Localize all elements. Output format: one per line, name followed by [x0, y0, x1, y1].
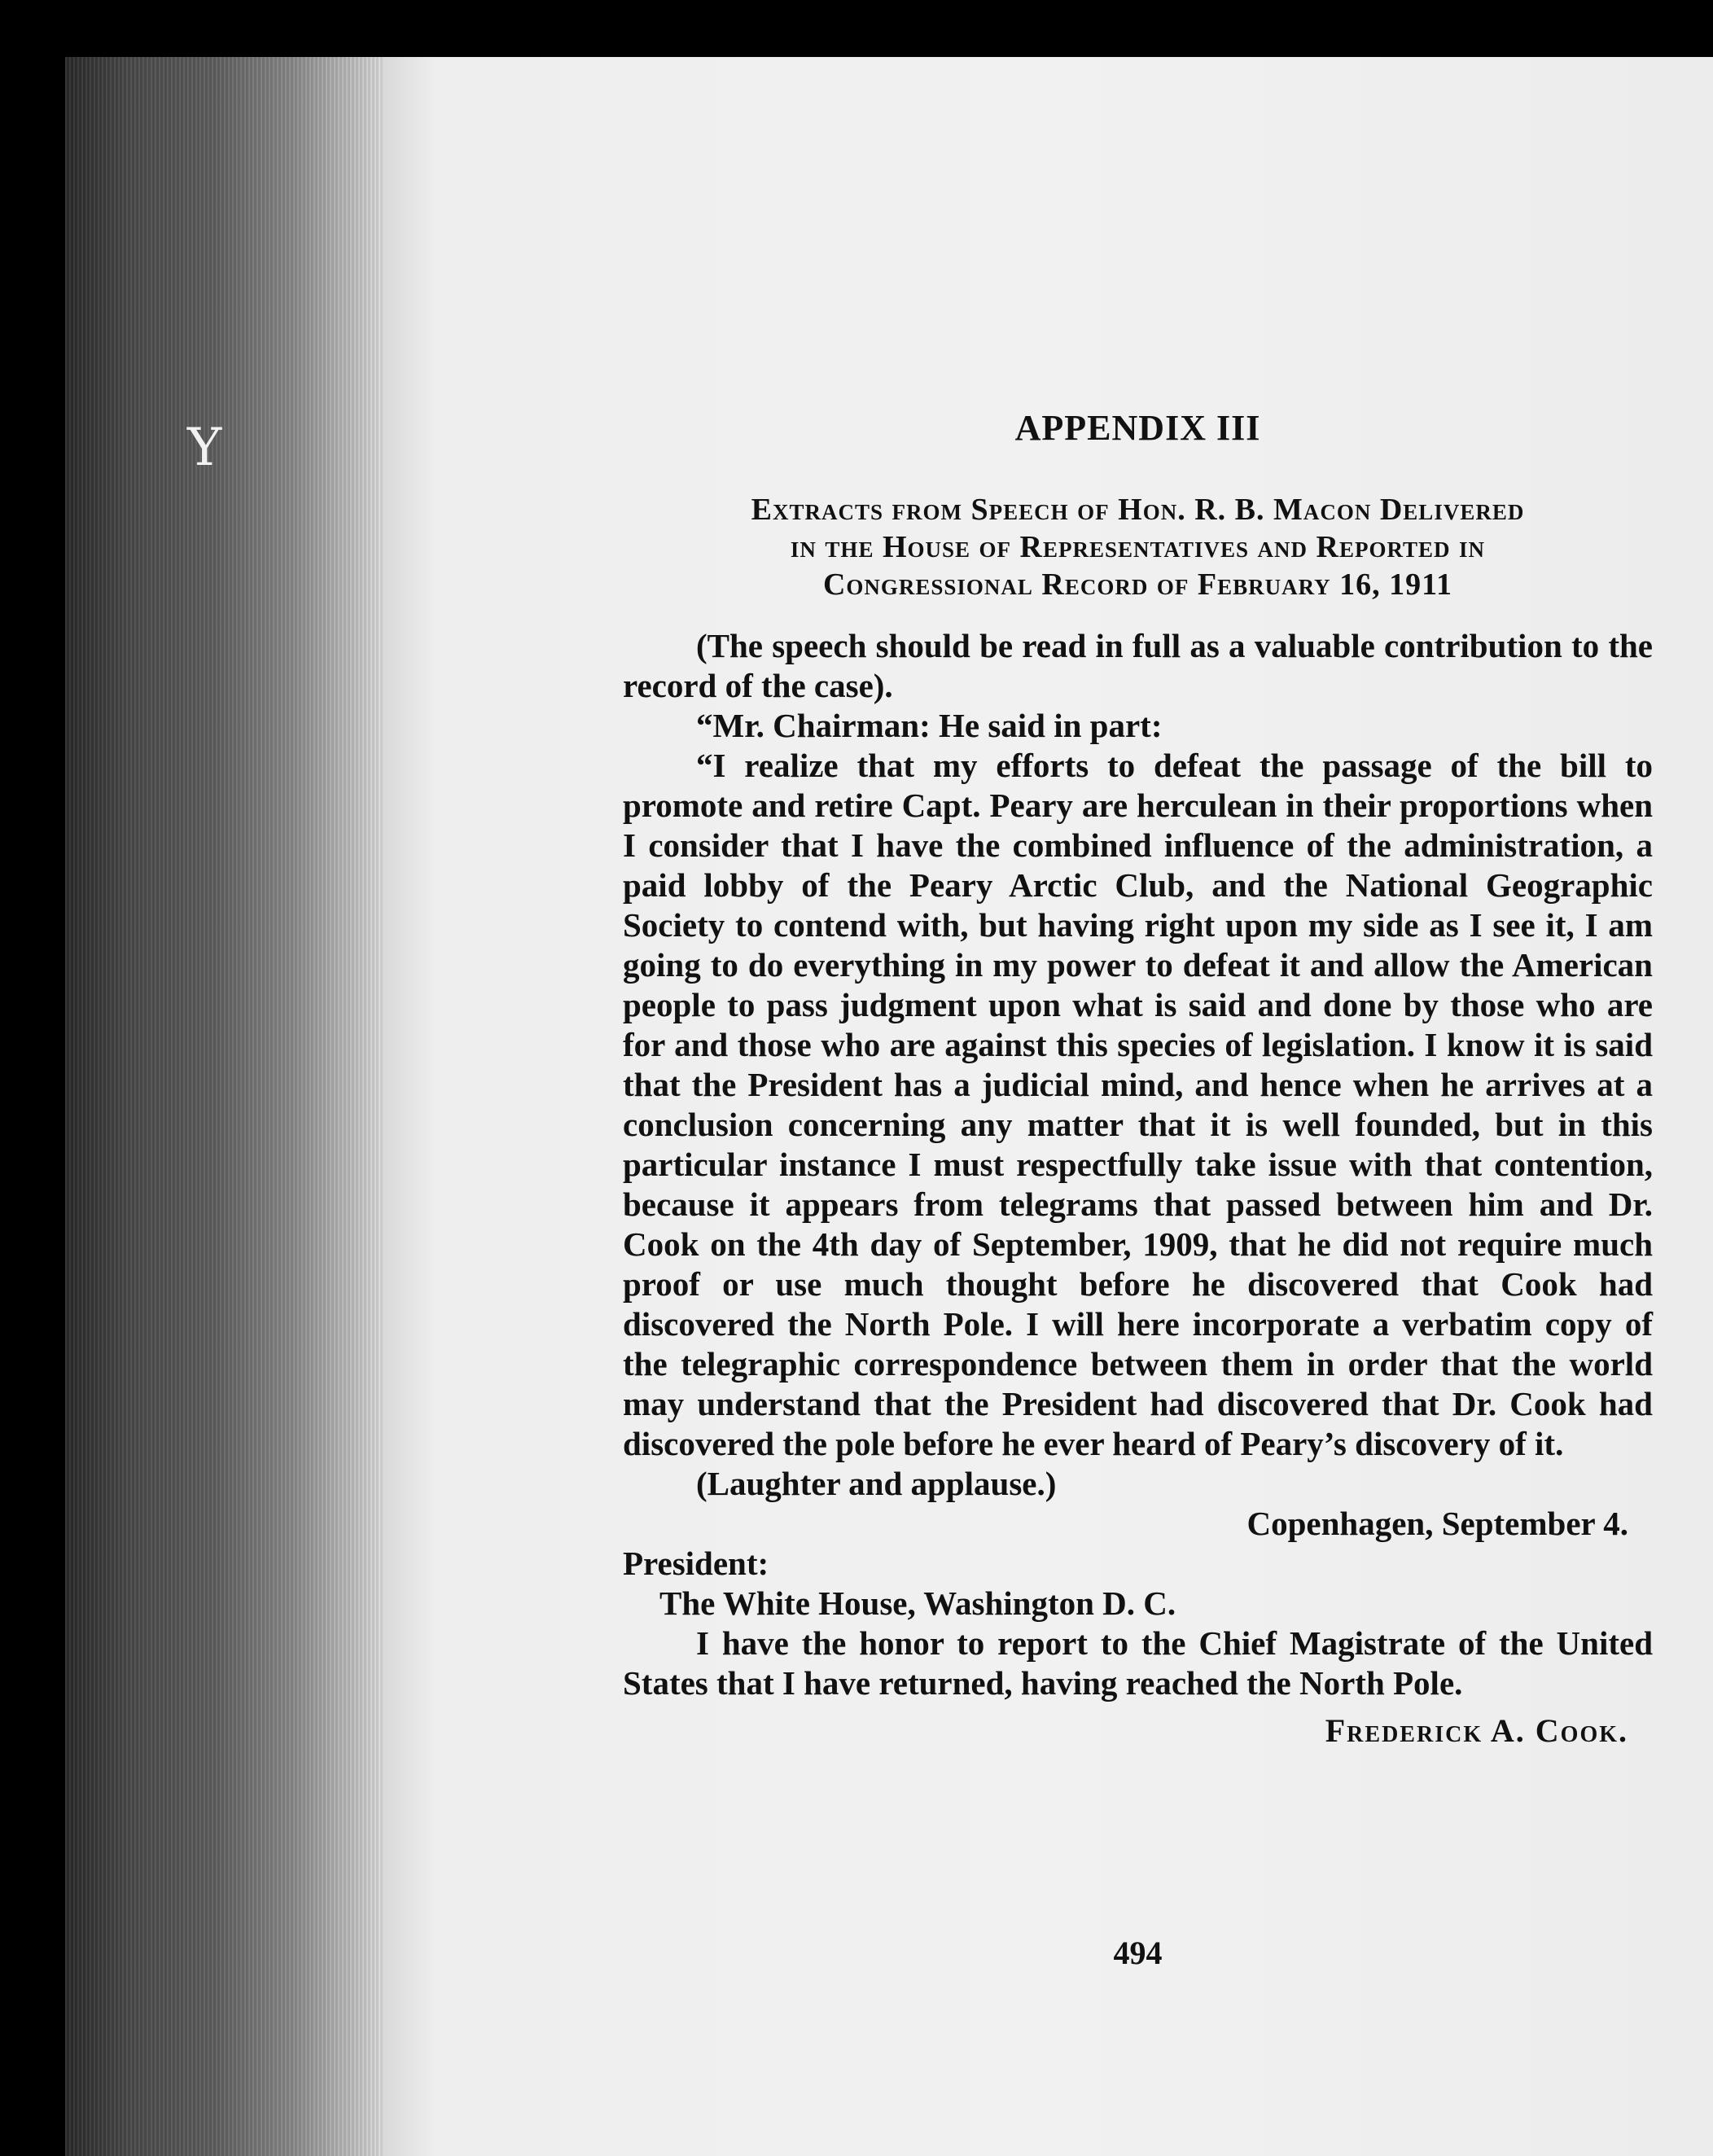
telegram-message: I have the honor to report to the Chief Magistrate of the United States that I have returned, having reached the North Pole. — [623, 1624, 1653, 1702]
telegram-address: The White House, Washington D. C. — [659, 1584, 1176, 1622]
page-content — [623, 407, 1653, 1971]
speaker-line: “Mr. Chairman: He said in part: — [696, 707, 1163, 744]
appendix-heading: APPENDIX III — [1014, 408, 1261, 448]
page-number: 494 — [1113, 1935, 1163, 1971]
intro-paragraph: (The speech should be read in full as a valuable contribution to the record of the case). — [623, 627, 1653, 704]
telegram-salutation: President: — [623, 1545, 769, 1582]
spine-mark: Y — [187, 418, 222, 478]
subheading-line: Congressional Record of February 16, 1911 — [822, 567, 1453, 602]
book-page — [383, 57, 1713, 2156]
subheading-line: Extracts from Speech of Hon. R. B. Macon Delivered — [751, 493, 1525, 527]
subheading-line: in the House of Representatives and Reported in — [790, 530, 1486, 564]
laughter-note: (Laughter and applause.) — [696, 1465, 1057, 1502]
book-spine — [65, 57, 391, 2156]
appendix-subheading — [623, 491, 1653, 603]
speech-paragraph: “I realize that my efforts to defeat the passage of the bill to promote and retire Capt. Peary are herculean in their proportions when I consider that I have the combined influence of the administration, a paid lobby of the Peary Arctic Club, and the National Geographic Society to contend with, but having right upon my side as I see it, I am going to do everything in my power to defeat it and allow the American people to pass judgment upon what is said and done by those who are for and those who are against this species of legislation. I know it is said that the President has a judicial mind, and hence when he arrives at a conclusion concerning any matter that it is well founded, but in this particular instance I must respectfully take issue with that contention, because it appears from telegrams that passed between him and Dr. Cook on the 4th day of September, 1909, that he did not require much proof or use much thought before he discovered that Cook had discovered the North Pole. I will here incorporate a verbatim copy of the telegraphic correspondence between them in order that the world may understand that the President had discovered that Dr. Cook had discovered the pole before he ever heard of Peary’s discovery of it. — [623, 747, 1653, 1462]
telegram-dateline: Copenhagen, September 4. — [1246, 1505, 1628, 1542]
telegram-signature: Frederick A. Cook. — [1325, 1712, 1628, 1749]
